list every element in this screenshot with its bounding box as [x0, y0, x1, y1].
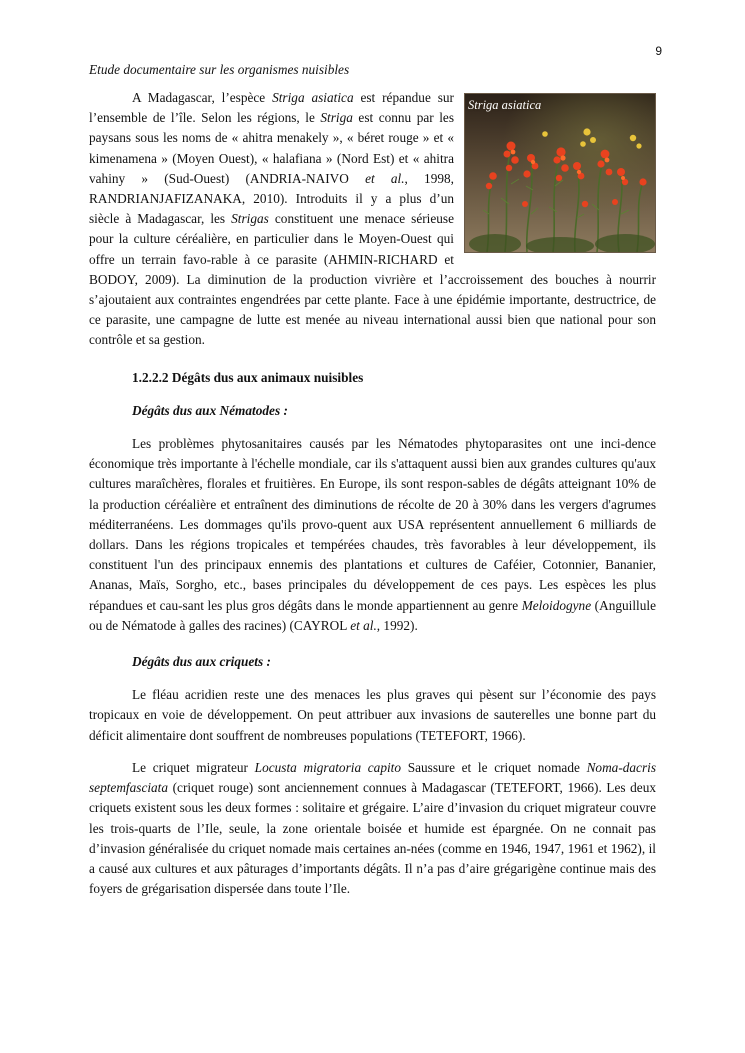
paragraph-fleau-acridien: Le fléau acridien reste une des menaces les plus graves qui pèsent sur l’économie des pays tropicaux en voie de développement. On peut attribuer aux invasions de sauterelles une bonne part du déficit alimentaire dont souffrent de nombreuses populations (TETEFORT, 1966).: [89, 687, 656, 743]
document-body: [89, 88, 656, 899]
paragraph-striga: A Madagascar, l’espèce Striga asiatica est répandue sur l’ensemble de l’île. Selon les régions, le Striga est connu par les paysans sous les noms de « ahitra menakely », « béret rouge » et « kimenamena » (Moyen Ouest), « halafiana » (Nord Est) et « ahitra vahiny » (Sud-Ouest) (ANDRIA-NAIVO et al., 1998, RANDRIANJAFIZANAKA, 2010). Introduits il y a plus d’un siècle à Madagascar, les Strigas constituent une menace sérieuse pour la culture céréalière, en particulier dans le Moyen-Ouest qui offre un terrain favo-rable à ce parasite (AHMIN-RICHARD et BODOY, 2009). La diminution de la production vivrière et l’accroissement des bouches à nourrir s’ajoutaient aux contraintes engendrées par cette plante. Face à une épidémie importante, destructrice, de ce parasite, une campagne de lutte est menée au niveau international aussi bien que national pour son contrôle et sa gestion.: [89, 90, 656, 348]
striga-plant-image: [465, 94, 655, 252]
striga-photo: [464, 93, 656, 253]
subheading-nematodes: Dégâts dus aux Nématodes :: [132, 402, 288, 418]
paragraph-criquets: Le criquet migrateur Locusta migratoria capito Saussure et le criquet nomade Noma-dacris septemfasciata (criquet rouge) sont anciennement connues à Madagascar (TETEFORT, 1966). Les deux criquets existent sous les deux formes : solitaire et grégaire. L’aire d’invasion du criquet migrateur couvre les trois-quarts de l’Ile, seule, la zone orientale boisée et humide est épargnée. On ne connait pas d’invasion généralisée du criquet nomade mais certaines an-nées (comme en 1946, 1947, 1961 et 1962), il a causé aux cultures et aux pâturages d’importants dégâts. Il n’a pas d’aire grégarigène continue mais des foyers de grégarisation dispersée dans toute l’Ile.: [89, 759, 657, 897]
figure-caption: Striga asiatica: [468, 98, 542, 112]
section-heading: 1.2.2.2 Dégâts dus aux animaux nuisibles: [132, 369, 364, 385]
running-head: Etude documentaire sur les organismes nuisibles: [89, 62, 350, 77]
subheading-criquets: Dégâts dus aux criquets :: [132, 654, 271, 670]
page-number: 9: [655, 44, 662, 58]
paragraph-nematodes: Les problèmes phytosanitaires causés par les Nématodes phytoparasites ont une inci-dence économique très importante à l'échelle mondiale, car ils s'attaquent aussi bien aux grandes cultures qu'aux cultures maraîchères, florales et fruitières. En Europe, ils sont respon-sables de dégâts atteignant 10% de la production céréalière et entraînent des diminutions de récolte de 20 à 30% dans les vergers d'agrumes méditerranéens. Les dommages qu'ils provo-quent aux USA représentent annuellement 6 milliards de dollars. Dans les régions tropicales et tempérées chaudes, très favorables à leur développement, ils constituent l'un des principaux ennemis des plantations et cultures de Caféier, Cotonnier, Bananier, Ananas, Maïs, Sorgho, etc., bases principales du développement de ces pays. Les espèces les plus répandues et cau-sant les plus gros dégâts dans le monde appartiennent au genre Meloidogyne (Anguillule ou de Nématode à galles des racines) (CAYROL et al., 1992).: [89, 436, 656, 633]
